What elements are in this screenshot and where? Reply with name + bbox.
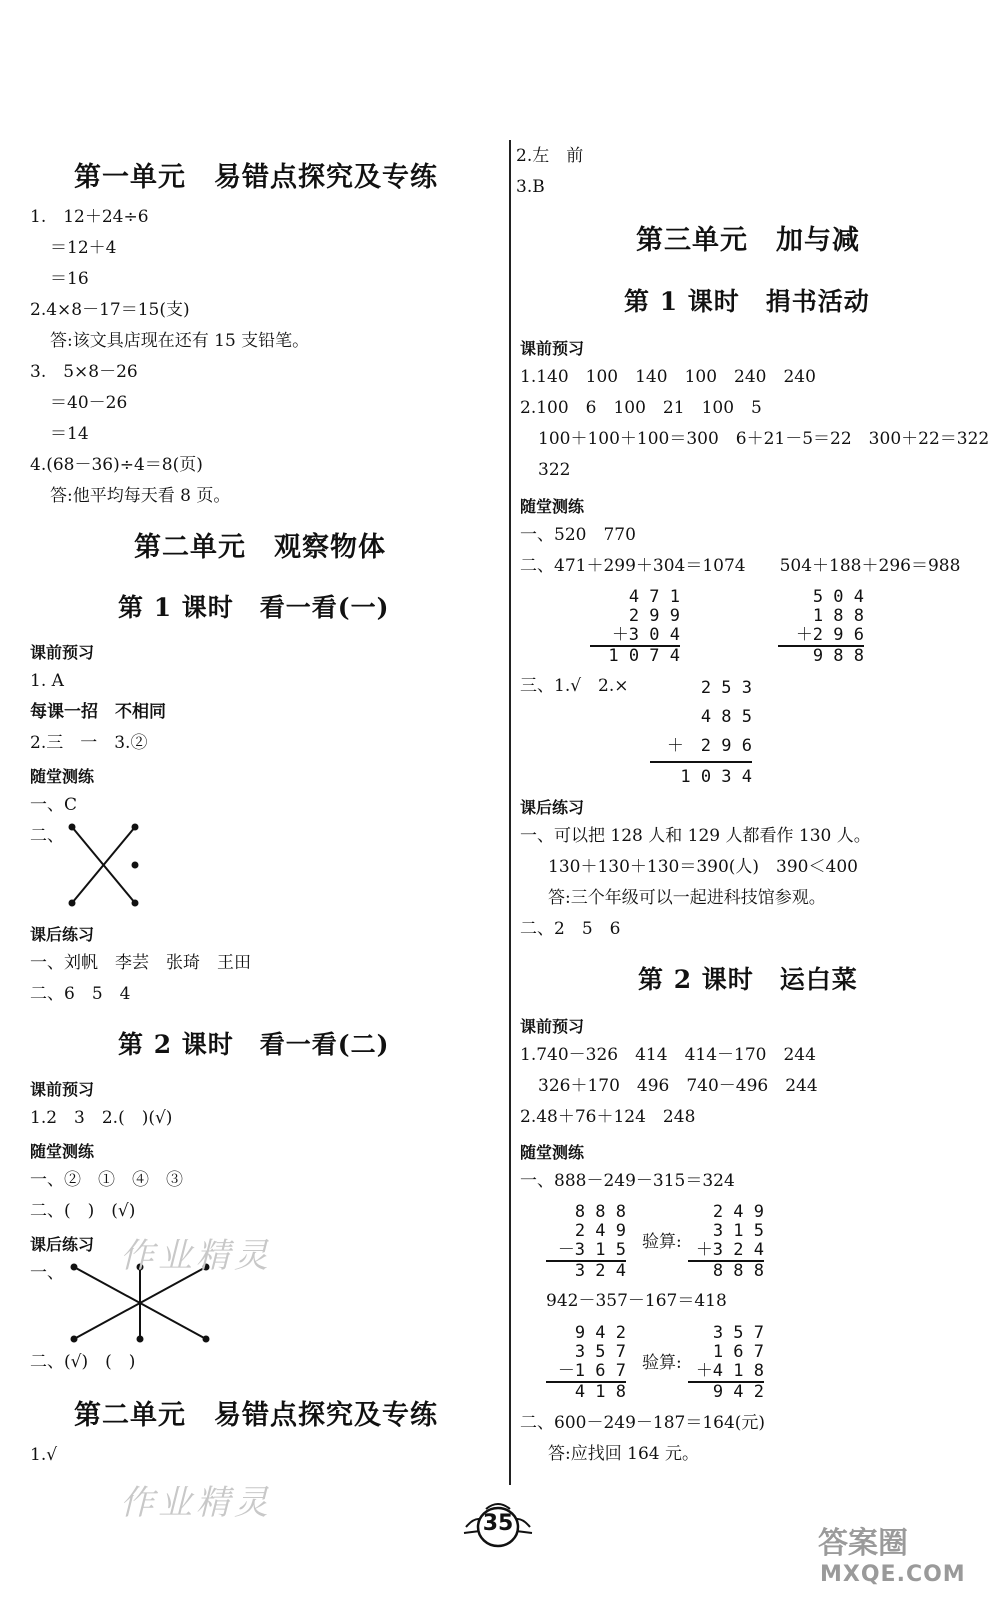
- vertical-calc-1: [590, 588, 680, 666]
- vertical-calc-3: [650, 674, 752, 792]
- u1-q3-line2: ＝40－26: [50, 393, 128, 413]
- l1-class-1: 一、C: [30, 795, 78, 815]
- calc-result: 8 8 8: [688, 1260, 764, 1281]
- column-divider: [509, 140, 511, 1485]
- calc-line: 1 6 7: [712, 1342, 764, 1362]
- l2-class-2: 二、( ) (√): [30, 1201, 136, 1221]
- l2-after-2: 二、(√) ( ): [30, 1352, 136, 1372]
- calc-line: 1 8 8: [812, 606, 864, 626]
- unit2-title: 第二单元 观察物体: [134, 532, 386, 563]
- r-section-class-1: 随堂测练: [520, 497, 585, 516]
- calc-line: 3 1 5: [712, 1221, 764, 1241]
- r-section-class-2: 随堂测练: [520, 1143, 585, 1162]
- u1-q4-answer: 答:他平均每天看 8 页。: [50, 486, 231, 506]
- calc-line: ＋3 2 4: [695, 1240, 764, 1260]
- vertical-calc-4: [546, 1203, 626, 1281]
- r-lesson1-title: 第 1 课时 捐书活动: [624, 287, 870, 316]
- calc-result: 4 1 8: [546, 1381, 626, 1402]
- section-preview-1: 课前预习: [30, 643, 95, 662]
- l1-after-2: 二、6 5 4: [30, 984, 131, 1004]
- section-preview-2: 课前预习: [30, 1080, 95, 1099]
- calc-line: 9 4 2: [574, 1323, 626, 1343]
- calc-line: 8 8 8: [574, 1202, 626, 1222]
- u1-q1-line3: ＝16: [50, 269, 89, 289]
- l1-class-2: 二、: [30, 826, 64, 846]
- calc-result: 9 4 2: [688, 1381, 764, 1402]
- matching-lines-diagram-1: [60, 815, 150, 915]
- u1-q1-line1: 1. 12＋24÷6: [30, 207, 149, 227]
- calc-result: 9 8 8: [778, 645, 864, 666]
- site-logo-cn: 答案圈: [818, 1526, 908, 1561]
- vertical-calc-7: [688, 1324, 764, 1402]
- r1-class-1: 一、520 770: [520, 525, 636, 545]
- watermark-2: 作业精灵: [120, 1483, 272, 1523]
- r-section-preview-1: 课前预习: [520, 339, 585, 358]
- r2-preview-1: 1.740－326 414 414－170 244: [520, 1045, 816, 1065]
- l2-class-1: 一、② ① ④ ③: [30, 1170, 183, 1190]
- section-after-2: 课后练习: [30, 1235, 95, 1254]
- check-label-1: 验算:: [642, 1232, 682, 1252]
- page-number: 35: [482, 1511, 514, 1536]
- calc-line: ＋2 9 6: [795, 625, 864, 645]
- section-after-1: 课后练习: [30, 925, 95, 944]
- vertical-calc-6: [546, 1324, 626, 1402]
- r1-class-2: 二、471＋299＋304＝1074 504＋188＋296＝988: [520, 556, 961, 576]
- check-label-2: 验算:: [642, 1353, 682, 1373]
- section-class-1: 随堂测练: [30, 767, 95, 786]
- calc-line: 2 9 9: [628, 606, 680, 626]
- l2-after-1: 一、: [30, 1263, 64, 1283]
- calc-line: ＋4 1 8: [695, 1361, 764, 1381]
- calc-line: 4 8 5: [700, 707, 752, 727]
- u1-q3-line1: 3. 5×8－26: [30, 362, 138, 382]
- r-lesson2-title: 第 2 课时 运白菜: [638, 965, 858, 994]
- unit2-errors-title: 第二单元 易错点探究及专练: [74, 1400, 438, 1431]
- u1-q1-line2: ＝12＋4: [50, 238, 117, 258]
- watermark-1: 作业精灵: [120, 1236, 272, 1276]
- unit3-title: 第三单元 加与减: [636, 225, 860, 256]
- r1-after-1: 一、可以把 128 人和 129 人都看作 130 人。: [520, 826, 871, 846]
- lesson2-title: 第 2 课时 看一看(二): [118, 1030, 390, 1059]
- r1-preview-1: 1.140 100 140 100 240 240: [520, 367, 816, 387]
- site-logo: MXQE.COM: [820, 1562, 966, 1587]
- section-class-2: 随堂测练: [30, 1142, 95, 1161]
- calc-line: 4 7 1: [628, 587, 680, 607]
- r1-after-2: 二、2 5 6: [520, 919, 621, 939]
- r-q3: 3.B: [516, 177, 545, 197]
- calc-line: －1 6 7: [557, 1361, 626, 1381]
- calc-result: 1 0 7 4: [590, 645, 680, 666]
- l1-preview-2: 2.三 一 3.②: [30, 733, 148, 753]
- vertical-calc-5: [688, 1203, 764, 1281]
- r2-preview-2: 2.48＋76＋124 248: [520, 1107, 696, 1127]
- calc-line: －3 1 5: [557, 1240, 626, 1260]
- u1-q3-line3: ＝14: [50, 424, 89, 444]
- calc-line: ＋3 0 4: [611, 625, 680, 645]
- lesson1-title: 第 1 课时 看一看(一): [118, 593, 390, 622]
- calc-result: 1 0 3 4: [650, 761, 752, 792]
- l1-after-1: 一、刘帆 李芸 张琦 王田: [30, 953, 251, 973]
- r2-preview-1b: 326＋170 496 740－496 244: [538, 1076, 818, 1096]
- r2-class-1: 一、888－249－315＝324: [520, 1171, 735, 1191]
- u1-q2-answer: 答:该文具店现在还有 15 支铅笔。: [50, 331, 310, 351]
- unit1-errors-title: 第一单元 易错点探究及专练: [74, 162, 438, 193]
- r1-preview-2: 2.100 6 100 21 100 5: [520, 398, 762, 418]
- r1-preview-2c: 322: [538, 460, 571, 480]
- r1-after-1b: 130＋130＋130＝390(人) 390＜400: [548, 857, 858, 877]
- l1-preview-1: 1. A: [30, 671, 64, 691]
- calc-line: 2 4 9: [712, 1202, 764, 1222]
- r1-class-3: 三、1.√ 2.×: [520, 676, 629, 696]
- r2-class-2: 二、600－249－187＝164(元): [520, 1413, 766, 1433]
- r2-class-1b: 942－357－167＝418: [546, 1291, 727, 1311]
- r1-after-1c: 答:三个年级可以一起进科技馆参观。: [548, 888, 826, 908]
- calc-result: 3 2 4: [546, 1260, 626, 1281]
- calc-line: 3 5 7: [574, 1342, 626, 1362]
- r1-preview-2b: 100＋100＋100＝300 6＋21－5＝22 300＋22＝322: [538, 429, 990, 449]
- calc-line: 5 0 4: [812, 587, 864, 607]
- r-section-preview-2: 课前预习: [520, 1017, 585, 1036]
- u2e-q1: 1.√: [30, 1445, 58, 1465]
- l1-tip: 每课一招 不相同: [30, 702, 166, 722]
- calc-line: 2 5 3: [700, 678, 752, 698]
- calc-line: 2 4 9: [574, 1221, 626, 1241]
- r2-class-2b: 答:应找回 164 元。: [548, 1444, 699, 1464]
- u1-q2: 2.4×8－17＝15(支): [30, 300, 190, 320]
- calc-line: ＋ 2 9 6: [666, 736, 752, 756]
- vertical-calc-2: [778, 588, 864, 666]
- r-section-after-1: 课后练习: [520, 798, 585, 817]
- r-q2: 2.左 前: [516, 146, 584, 166]
- l2-preview-1: 1.2 3 2.( )(√): [30, 1108, 173, 1128]
- calc-line: 3 5 7: [712, 1323, 764, 1343]
- u1-q4: 4.(68－36)÷4＝8(页): [30, 455, 203, 475]
